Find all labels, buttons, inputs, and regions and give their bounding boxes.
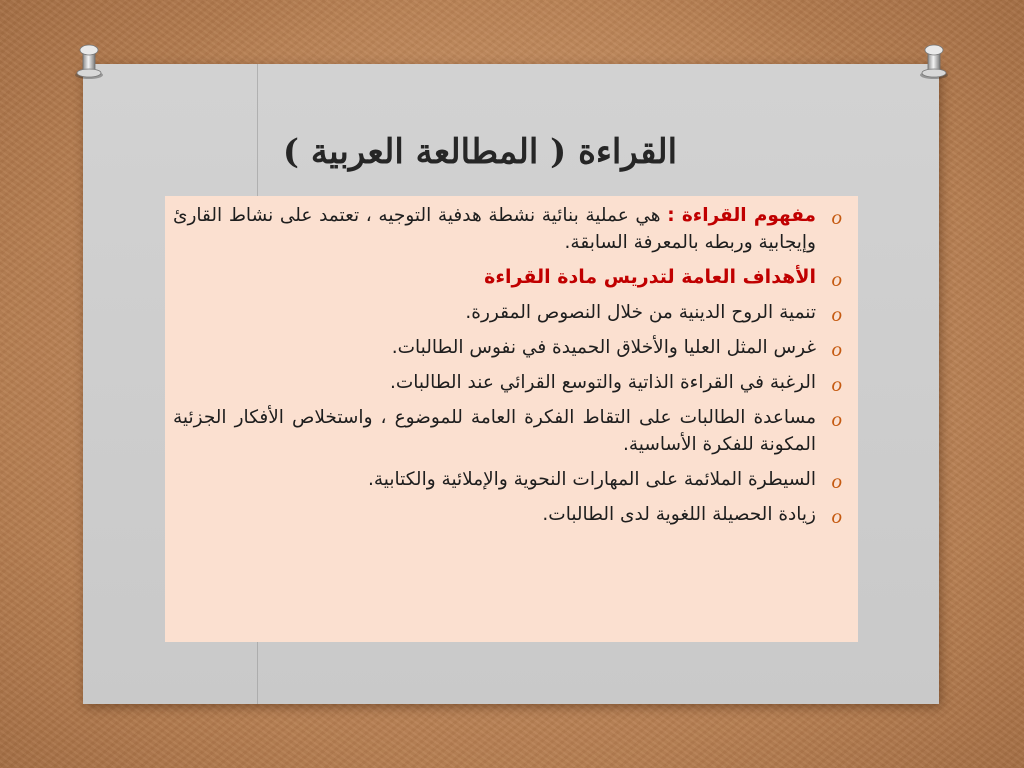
goal-text: غرس المثل العليا والأخلاق الحميدة في نفوس الطالبات. bbox=[391, 337, 816, 358]
bullet-marker-icon: o bbox=[831, 504, 842, 528]
goal-text: الرغبة في القراءة الذاتية والتوسع القرائي عند الطالبات. bbox=[389, 372, 816, 393]
bullet-marker-icon: o bbox=[831, 267, 842, 291]
goals-heading-text: الأهداف العامة لتدريس مادة القراءة bbox=[484, 266, 816, 288]
slide-title: القراءة ( المطالعة العربية ) bbox=[282, 132, 678, 172]
goal-text: زيادة الحصيلة اللغوية لدى الطالبات. bbox=[542, 504, 816, 525]
bullet-marker-icon: o bbox=[831, 302, 842, 326]
bullet-reading-definition bbox=[173, 202, 846, 256]
bullet-goals-heading bbox=[173, 264, 846, 291]
bullet-marker-icon: o bbox=[831, 469, 842, 493]
pushpin-icon bbox=[917, 42, 951, 80]
bullet-marker-icon: o bbox=[831, 205, 842, 229]
bullet-goal-3 bbox=[173, 369, 846, 396]
bullet-marker-icon: o bbox=[831, 372, 842, 396]
bullet-list bbox=[173, 202, 846, 528]
bullet-goal-5 bbox=[173, 466, 846, 493]
bullet-marker-icon: o bbox=[831, 337, 842, 361]
bullet-goal-4 bbox=[173, 404, 846, 458]
definition-label: مفهوم القراءة : bbox=[667, 205, 816, 226]
bullet-marker-icon: o bbox=[831, 407, 842, 431]
bullet-goal-2 bbox=[173, 334, 846, 361]
goal-text: تنمية الروح الدينية من خلال النصوص المقررة. bbox=[465, 302, 816, 323]
goal-text: السيطرة الملائمة على المهارات النحوية والإملائية والكتابية. bbox=[367, 469, 816, 490]
definition-text: هي عملية بنائية نشطة هدفية التوجيه ، تعتمد على نشاط القارئ وإيجابية وربطه بالمعرفة السابقة. bbox=[173, 205, 816, 253]
content-box bbox=[165, 196, 858, 642]
pushpin-icon bbox=[72, 42, 106, 80]
bullet-goal-6 bbox=[173, 501, 846, 528]
goal-text: مساعدة الطالبات على التقاط الفكرة العامة للموضوع ، واستخلاص الأفكار الجزئية المكونة للفكرة الأساسية. bbox=[173, 407, 816, 455]
bullet-goal-1 bbox=[173, 299, 846, 326]
